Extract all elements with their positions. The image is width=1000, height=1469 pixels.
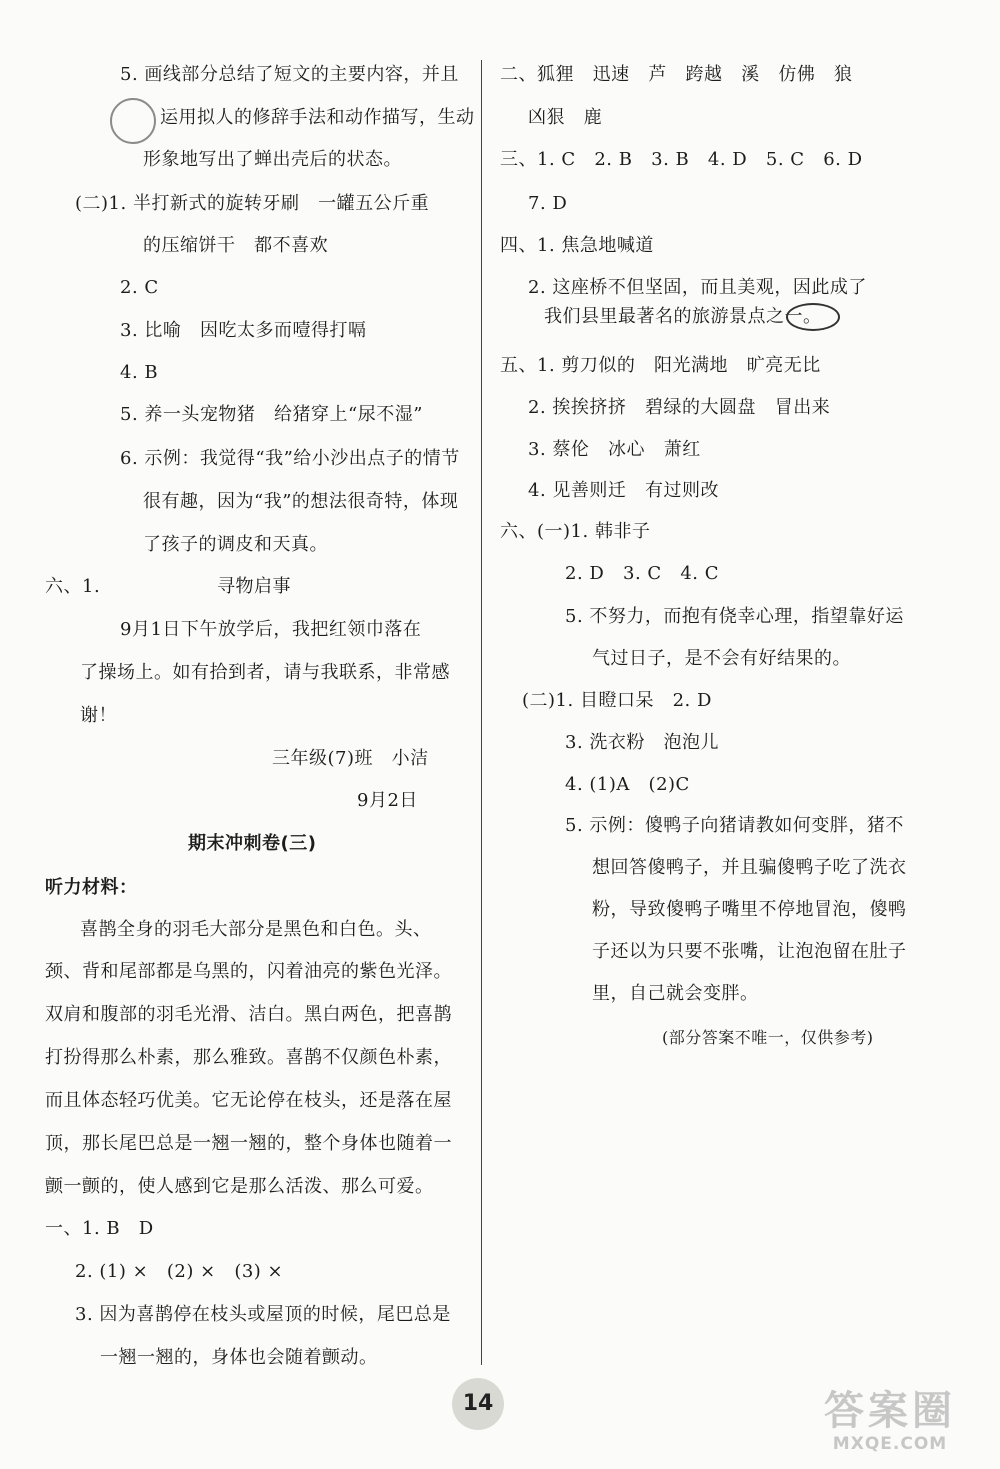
one-q3-line1: 3. 因为喜鹊停在枝头或屋顶的时候，尾巴总是 bbox=[75, 1304, 451, 1325]
four-q1: 四、1. 焦急地喊道 bbox=[500, 235, 654, 256]
six2-q5-line4: 子还以为只要不张嘴，让泡泡留在肚子 bbox=[592, 941, 907, 962]
one-q2: 2. (1) × (2) × (3) × bbox=[75, 1261, 284, 1282]
listening-line1: 喜鹊全身的羽毛大部分是黑色和白色。头、 bbox=[80, 919, 432, 940]
listening-line3: 双肩和腹部的羽毛光滑、洁白。黑白两色，把喜鹊 bbox=[45, 1004, 452, 1025]
six2-q5-line2: 想回答傻鸭子，并且骗傻鸭子吃了洗衣 bbox=[592, 857, 907, 878]
six-q2: 2. D 3. C 4. C bbox=[565, 563, 719, 584]
left-s2-q2: 2. C bbox=[120, 277, 159, 298]
left-s2-q4: 4. B bbox=[120, 362, 159, 383]
left-s2-q6-line1: 6. 示例：我觉得“我”给小沙出点子的情节 bbox=[120, 448, 460, 469]
three-line1: 三、1. C 2. B 3. B 4. D 5. C 6. D bbox=[500, 149, 863, 170]
listening-label: 听力材料： bbox=[45, 877, 138, 898]
left-q5-line3: 形象地写出了蝉出壳后的状态。 bbox=[143, 149, 402, 170]
three-line2: 7. D bbox=[528, 193, 568, 214]
five-q3: 3. 蔡伦 冰心 萧红 bbox=[528, 439, 701, 460]
notice-date: 9月2日 bbox=[357, 790, 418, 811]
six2-q5-line5: 里，自己就会变胖。 bbox=[592, 983, 759, 1004]
listening-line6: 顶，那长尾巴总是一翘一翘的，整个身体也随着一 bbox=[45, 1133, 452, 1154]
six2-q5-line1: 5. 示例：傻鸭子向猪请教如何变胖，猪不 bbox=[565, 815, 904, 836]
watermark-bottom: MXQE.COM bbox=[832, 1434, 948, 1454]
listening-line4: 打扮得那么朴素，那么雅致。喜鹊不仅颜色朴素， bbox=[45, 1047, 452, 1068]
one-q1: 一、1. B D bbox=[45, 1218, 154, 1239]
six2-q3: 3. 洗衣粉 泡泡儿 bbox=[565, 732, 720, 753]
page-number: 14 bbox=[452, 1378, 504, 1430]
six2-q1: (二)1. 目瞪口呆 2. D bbox=[522, 690, 712, 711]
left-s2-q6-line2: 很有趣，因为“我”的想法很奇特，体现 bbox=[143, 491, 459, 512]
six-q1: 六、(一)1. 韩非子 bbox=[500, 521, 651, 542]
four-q2-line1: 2. 这座桥不但坚固，而且美观，因此成了 bbox=[528, 277, 867, 298]
footnote: (部分答案不唯一，仅供参考) bbox=[662, 1028, 874, 1047]
watermark-logo bbox=[795, 1388, 985, 1460]
left-s2-q3: 3. 比喻 因吃太多而噎得打嗝 bbox=[120, 320, 367, 341]
listening-line5: 而且体态轻巧优美。它无论停在枝头，还是落在屋 bbox=[45, 1090, 452, 1111]
left-q5-line2: 运用拟人的修辞手法和动作描写，生动 bbox=[160, 107, 475, 128]
left-s2-q6-line3: 了孩子的调皮和天真。 bbox=[143, 534, 328, 555]
left-s2-q5: 5. 养一头宠物猪 给猪穿上“尿不湿” bbox=[120, 404, 423, 425]
exam-title: 期末冲刺卷(三) bbox=[188, 833, 317, 854]
left-q5-line1: 5. 画线部分总结了短文的主要内容，并且 bbox=[120, 64, 459, 85]
five-q4: 4. 见善则迁 有过则改 bbox=[528, 480, 720, 501]
five-q1: 五、1. 剪刀似的 阳光满地 旷亮无比 bbox=[500, 355, 821, 376]
notice-title: 寻物启事 bbox=[217, 576, 291, 597]
six-q5-line1: 5. 不努力，而抱有侥幸心理，指望靠好运 bbox=[565, 606, 904, 627]
listening-line7: 颤一颤的，使人感到它是那么活泼、那么可爱。 bbox=[45, 1176, 434, 1197]
notice-signer: 三年级(7)班 小洁 bbox=[272, 748, 429, 769]
two-line1: 二、狐狸 迅速 芦 跨越 溪 仿佛 狼 bbox=[500, 64, 853, 85]
stamp-seal bbox=[110, 98, 156, 144]
notice-line3: 谢！ bbox=[80, 705, 117, 726]
notice-line1: 9月1日下午放学后，我把红领巾落在 bbox=[120, 619, 422, 640]
column-divider bbox=[481, 60, 482, 1365]
left-s2-q1-line2: 的压缩饼干 都不喜欢 bbox=[143, 235, 329, 256]
five-q2: 2. 挨挨挤挤 碧绿的大圆盘 冒出来 bbox=[528, 397, 831, 418]
left-six-label: 六、1. bbox=[45, 576, 101, 597]
four-q2-line2: 我们县里最著名的旅游景点之一。 bbox=[544, 306, 822, 327]
left-s2-q1-line1: (二)1. 半打新式的旋转牙刷 一罐五公斤重 bbox=[75, 193, 430, 214]
six2-q5-line3: 粉，导致傻鸭子嘴里不停地冒泡，傻鸭 bbox=[592, 899, 907, 920]
two-line2: 凶狠 鹿 bbox=[528, 107, 603, 128]
six-q5-line2: 气过日子，是不会有好结果的。 bbox=[592, 648, 851, 669]
one-q3-line2: 一翘一翘的，身体也会随着颤动。 bbox=[100, 1347, 378, 1368]
handwritten-circle-mark bbox=[786, 303, 840, 331]
notice-line2: 了操场上。如有拾到者，请与我联系，非常感 bbox=[80, 662, 450, 683]
listening-line2: 颈、背和尾部都是乌黑的，闪着油亮的紫色光泽。 bbox=[45, 961, 452, 982]
six2-q4: 4. (1)A (2)C bbox=[565, 774, 690, 795]
watermark-top: 答案圈 bbox=[824, 1388, 956, 1434]
